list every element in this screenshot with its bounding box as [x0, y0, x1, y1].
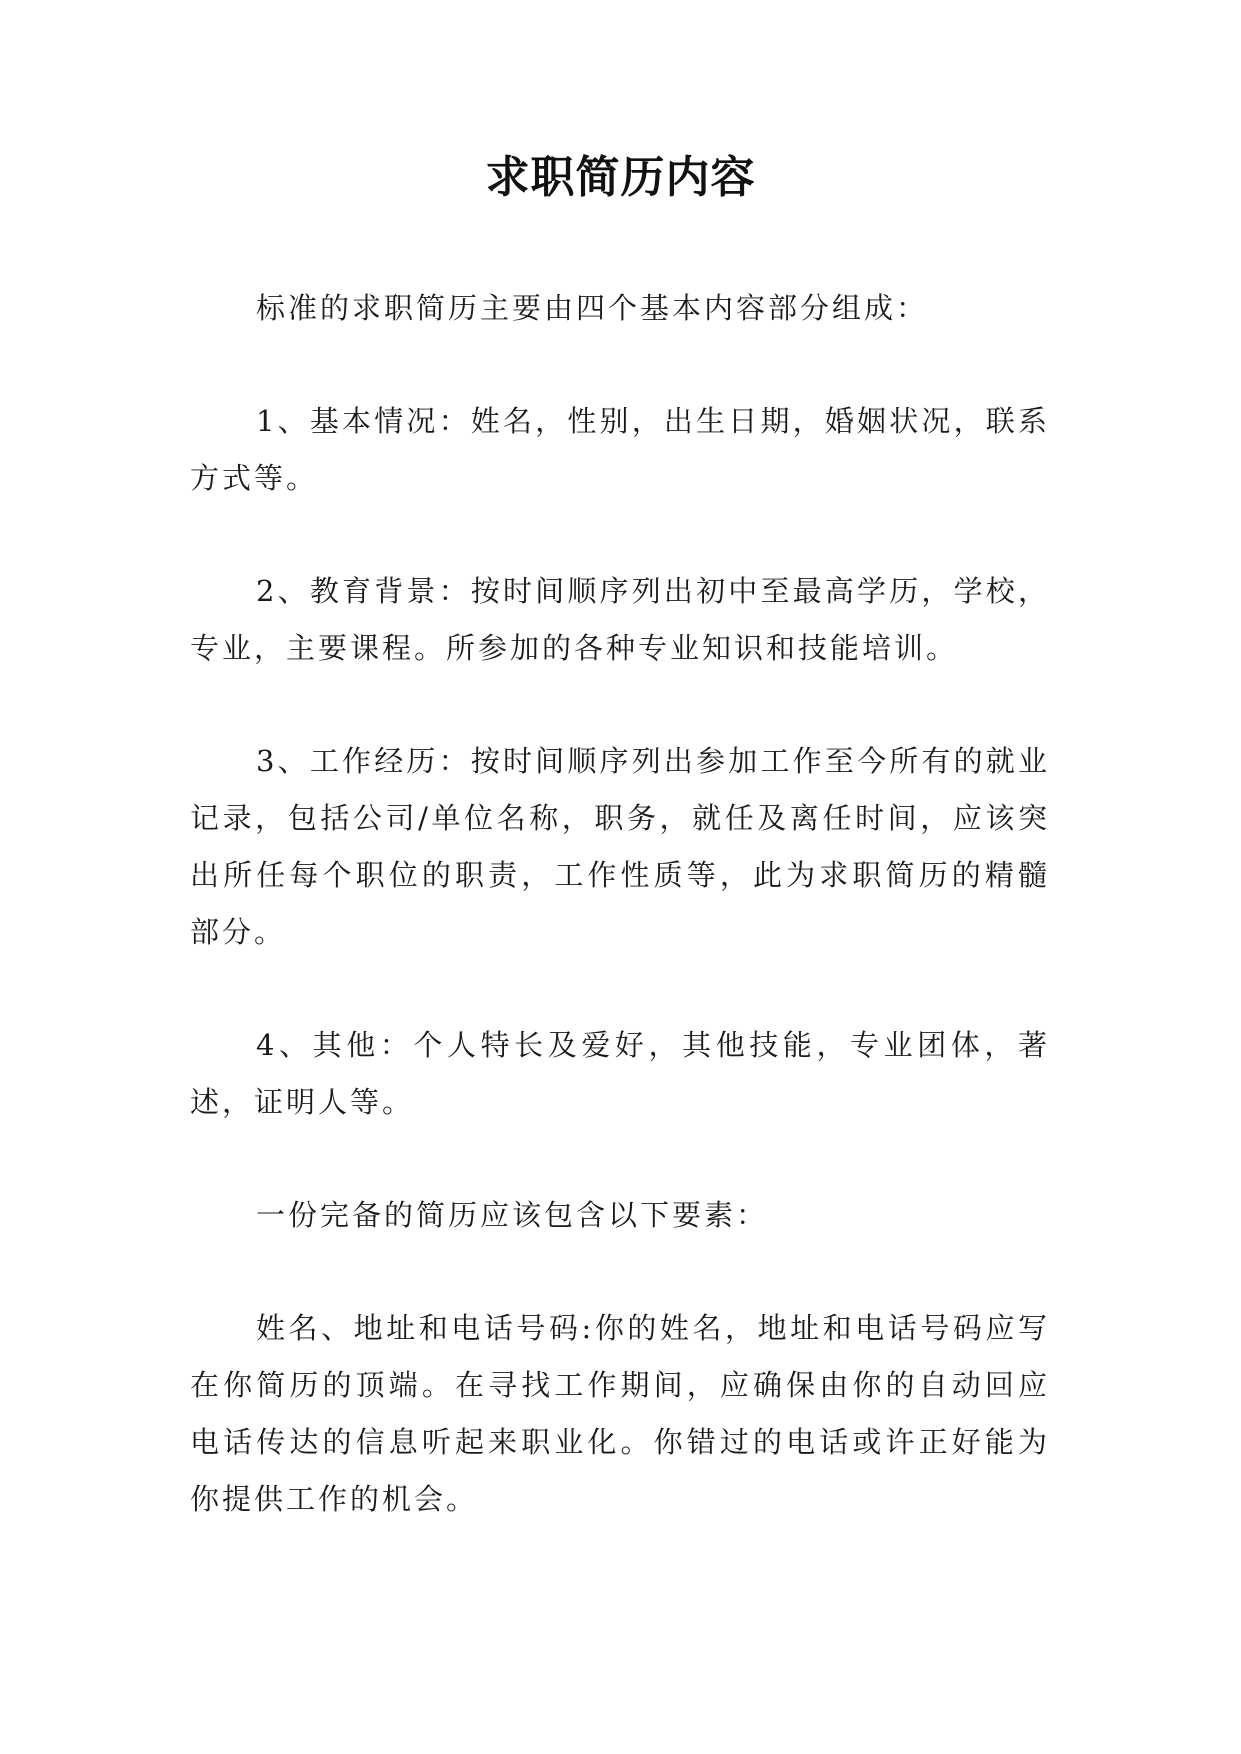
document-title: 求职简历内容	[485, 152, 756, 203]
document-body	[190, 280, 1050, 1584]
paragraph-elements-intro: 一份完备的简历应该包含以下要素：	[256, 1198, 769, 1232]
paragraph-education: 2、教育背景：按时间顺序列出初中至最高学历，学校，专业，主要课程。所参加的各种专业知识和技能培训。	[190, 574, 1050, 665]
paragraph-basic-info: 1、基本情况：姓名，性别，出生日期，婚姻状况，联系方式等。	[190, 404, 1050, 495]
paragraph-other: 4、其他：个人特长及爱好，其他技能，专业团体，著述，证明人等。	[190, 1028, 1050, 1119]
paragraph-work-experience: 3、工作经历：按时间顺序列出参加工作至今所有的就业记录，包括公司/单位名称，职务，就任及离任时间，应该突出所任每个职位的职责，工作性质等，此为求职简历的精髓部分。	[190, 744, 1050, 949]
paragraph-intro: 标准的求职简历主要由四个基本内容部分组成：	[256, 291, 929, 325]
paragraph-name-address-phone: 姓名、地址和电话号码:你的姓名，地址和电话号码应写在你简历的顶端。在寻找工作期间，应确保由你的自动回应电话传达的信息听起来职业化。你错过的电话或许正好能为你提供工作的机会。	[190, 1311, 1050, 1516]
